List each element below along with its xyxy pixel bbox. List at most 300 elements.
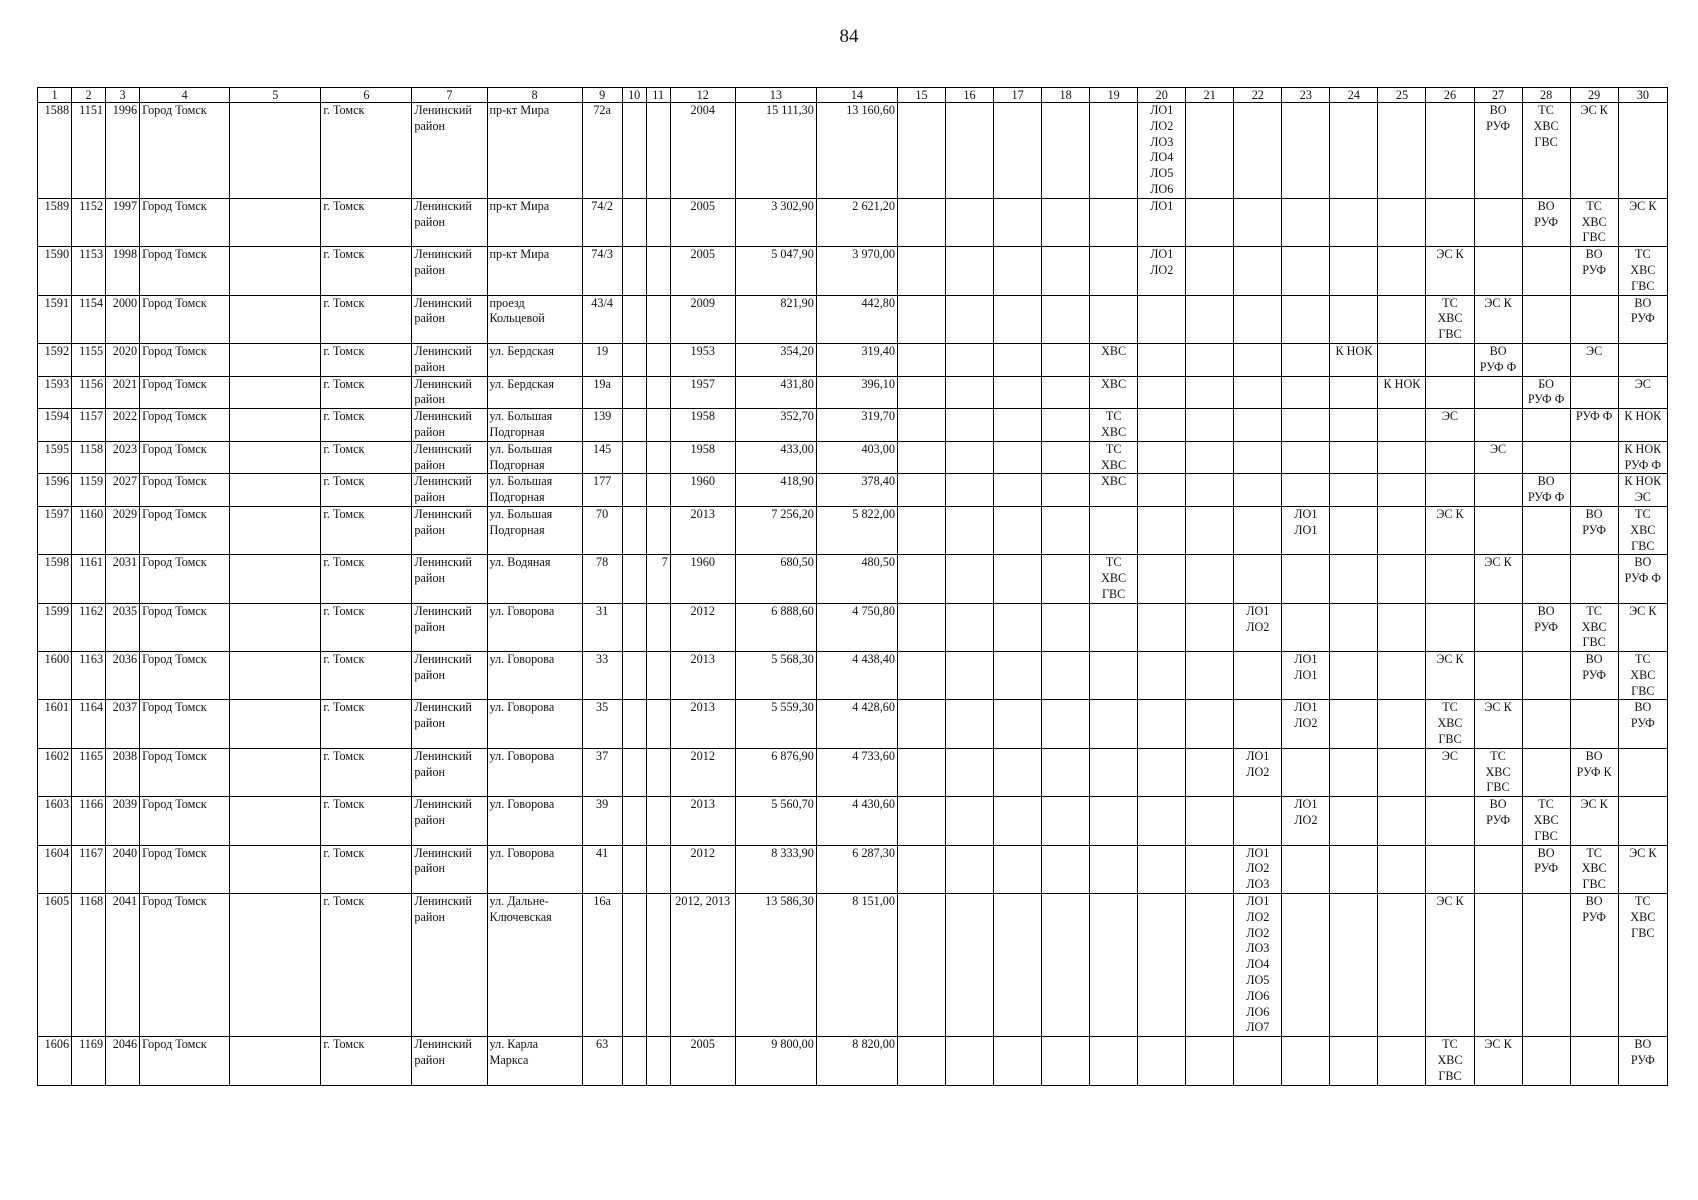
cell-col-7: Ленинский район xyxy=(412,894,487,1037)
cell-col-20 xyxy=(1138,376,1186,409)
cell-col-24 xyxy=(1330,506,1378,554)
table-row xyxy=(38,343,1668,376)
cell-col-21 xyxy=(1186,343,1234,376)
cell-col-11 xyxy=(646,894,670,1037)
cell-col-16 xyxy=(946,1037,994,1085)
column-header-10: 10 xyxy=(622,88,646,103)
cell-col-15 xyxy=(897,652,945,700)
cell-col-15 xyxy=(897,894,945,1037)
table-row xyxy=(38,797,1668,845)
column-header-15: 15 xyxy=(897,88,945,103)
cell-col-20 xyxy=(1138,343,1186,376)
cell-col-5 xyxy=(230,652,321,700)
cell-col-11 xyxy=(646,603,670,651)
cell-col-15 xyxy=(897,198,945,246)
cell-col-22 xyxy=(1234,103,1282,199)
cell-col-26 xyxy=(1426,845,1474,893)
cell-col-30: К НОК ЭС xyxy=(1618,474,1667,507)
cell-col-1: 1599 xyxy=(38,603,72,651)
cell-col-10 xyxy=(622,797,646,845)
cell-col-24 xyxy=(1330,700,1378,748)
cell-col-19 xyxy=(1090,652,1138,700)
cell-col-18 xyxy=(1042,797,1090,845)
table-row xyxy=(38,603,1668,651)
cell-col-3: 2038 xyxy=(106,748,140,796)
cell-col-21 xyxy=(1186,748,1234,796)
cell-col-18 xyxy=(1042,103,1090,199)
cell-col-26 xyxy=(1426,555,1474,603)
cell-col-1: 1593 xyxy=(38,376,72,409)
cell-col-16 xyxy=(946,441,994,474)
cell-col-18 xyxy=(1042,845,1090,893)
cell-col-12: 1953 xyxy=(670,343,735,376)
cell-col-20 xyxy=(1138,652,1186,700)
cell-col-7: Ленинский район xyxy=(412,198,487,246)
cell-col-15 xyxy=(897,797,945,845)
cell-col-3: 2022 xyxy=(106,409,140,442)
cell-col-25 xyxy=(1378,409,1426,442)
cell-col-12: 1958 xyxy=(670,409,735,442)
cell-col-25 xyxy=(1378,652,1426,700)
cell-col-21 xyxy=(1186,247,1234,295)
cell-col-19: ХВС xyxy=(1090,376,1138,409)
cell-col-10 xyxy=(622,894,646,1037)
cell-col-23 xyxy=(1282,295,1330,343)
cell-col-15 xyxy=(897,409,945,442)
cell-col-13: 431,80 xyxy=(735,376,816,409)
cell-col-26: ТС ХВС ГВС xyxy=(1426,700,1474,748)
cell-col-28: ВО РУФ xyxy=(1522,845,1570,893)
cell-col-12: 2005 xyxy=(670,1037,735,1085)
cell-col-18 xyxy=(1042,247,1090,295)
cell-col-5 xyxy=(230,1037,321,1085)
registry-table xyxy=(37,87,1668,1086)
cell-col-27: ЭС К xyxy=(1474,295,1522,343)
cell-col-11 xyxy=(646,441,670,474)
cell-col-7: Ленинский район xyxy=(412,845,487,893)
cell-col-19 xyxy=(1090,1037,1138,1085)
cell-col-1: 1597 xyxy=(38,506,72,554)
cell-col-15 xyxy=(897,295,945,343)
cell-col-14: 480,50 xyxy=(816,555,897,603)
cell-col-23: ЛО1 ЛО2 xyxy=(1282,700,1330,748)
cell-col-17 xyxy=(994,376,1042,409)
cell-col-6: г. Томск xyxy=(321,555,412,603)
cell-col-18 xyxy=(1042,555,1090,603)
cell-col-2: 1162 xyxy=(72,603,106,651)
cell-col-30: К НОК РУФ Ф xyxy=(1618,441,1667,474)
table-row xyxy=(38,652,1668,700)
cell-col-1: 1606 xyxy=(38,1037,72,1085)
cell-col-7: Ленинский район xyxy=(412,555,487,603)
column-header-9: 9 xyxy=(582,88,622,103)
cell-col-5 xyxy=(230,343,321,376)
cell-col-29: ВО РУФ К xyxy=(1570,748,1618,796)
cell-col-6: г. Томск xyxy=(321,1037,412,1085)
cell-col-11 xyxy=(646,198,670,246)
cell-col-10 xyxy=(622,555,646,603)
cell-col-10 xyxy=(622,343,646,376)
cell-col-29: РУФ Ф xyxy=(1570,409,1618,442)
cell-col-12: 1958 xyxy=(670,441,735,474)
cell-col-12: 2004 xyxy=(670,103,735,199)
cell-col-7: Ленинский район xyxy=(412,700,487,748)
cell-col-20 xyxy=(1138,555,1186,603)
cell-col-15 xyxy=(897,845,945,893)
cell-col-28: ВО РУФ xyxy=(1522,603,1570,651)
cell-col-3: 2040 xyxy=(106,845,140,893)
cell-col-9: 177 xyxy=(582,474,622,507)
cell-col-21 xyxy=(1186,409,1234,442)
cell-col-2: 1158 xyxy=(72,441,106,474)
cell-col-25 xyxy=(1378,845,1426,893)
cell-col-18 xyxy=(1042,295,1090,343)
cell-col-20 xyxy=(1138,295,1186,343)
cell-col-9: 145 xyxy=(582,441,622,474)
cell-col-17 xyxy=(994,748,1042,796)
cell-col-22 xyxy=(1234,441,1282,474)
cell-col-28 xyxy=(1522,343,1570,376)
cell-col-11 xyxy=(646,748,670,796)
table-body xyxy=(38,103,1668,1086)
cell-col-20 xyxy=(1138,506,1186,554)
cell-col-22: ЛО1 ЛО2 ЛО3 xyxy=(1234,845,1282,893)
column-header-7: 7 xyxy=(412,88,487,103)
cell-col-28 xyxy=(1522,555,1570,603)
cell-col-16 xyxy=(946,343,994,376)
cell-col-30: ТС ХВС ГВС xyxy=(1618,247,1667,295)
cell-col-17 xyxy=(994,506,1042,554)
cell-col-12: 1960 xyxy=(670,474,735,507)
cell-col-17 xyxy=(994,845,1042,893)
cell-col-3: 2000 xyxy=(106,295,140,343)
cell-col-26 xyxy=(1426,343,1474,376)
cell-col-16 xyxy=(946,555,994,603)
cell-col-2: 1160 xyxy=(72,506,106,554)
cell-col-14: 2 621,20 xyxy=(816,198,897,246)
table-row xyxy=(38,700,1668,748)
cell-col-8: ул. Говорова xyxy=(487,603,582,651)
cell-col-13: 680,50 xyxy=(735,555,816,603)
cell-col-12: 2012 xyxy=(670,845,735,893)
cell-col-25 xyxy=(1378,555,1426,603)
cell-col-28: ВО РУФ Ф xyxy=(1522,474,1570,507)
cell-col-11 xyxy=(646,103,670,199)
table-row xyxy=(38,295,1668,343)
table-row xyxy=(38,247,1668,295)
cell-col-9: 43/4 xyxy=(582,295,622,343)
cell-col-5 xyxy=(230,845,321,893)
cell-col-15 xyxy=(897,555,945,603)
cell-col-9: 74/2 xyxy=(582,198,622,246)
cell-col-16 xyxy=(946,797,994,845)
cell-col-14: 396,10 xyxy=(816,376,897,409)
cell-col-13: 5 568,30 xyxy=(735,652,816,700)
cell-col-29 xyxy=(1570,555,1618,603)
cell-col-4: Город Томск xyxy=(140,555,230,603)
cell-col-16 xyxy=(946,700,994,748)
cell-col-6: г. Томск xyxy=(321,376,412,409)
cell-col-12: 2009 xyxy=(670,295,735,343)
cell-col-12: 2013 xyxy=(670,700,735,748)
cell-col-27 xyxy=(1474,603,1522,651)
cell-col-17 xyxy=(994,198,1042,246)
cell-col-15 xyxy=(897,474,945,507)
cell-col-22 xyxy=(1234,247,1282,295)
cell-col-3: 2020 xyxy=(106,343,140,376)
cell-col-9: 41 xyxy=(582,845,622,893)
cell-col-30 xyxy=(1618,797,1667,845)
cell-col-24 xyxy=(1330,1037,1378,1085)
cell-col-10 xyxy=(622,295,646,343)
cell-col-17 xyxy=(994,555,1042,603)
column-header-16: 16 xyxy=(946,88,994,103)
cell-col-3: 2021 xyxy=(106,376,140,409)
cell-col-21 xyxy=(1186,555,1234,603)
cell-col-22: ЛО1 ЛО2 xyxy=(1234,603,1282,651)
cell-col-6: г. Томск xyxy=(321,603,412,651)
column-header-2: 2 xyxy=(72,88,106,103)
cell-col-29 xyxy=(1570,1037,1618,1085)
cell-col-24 xyxy=(1330,845,1378,893)
cell-col-3: 2041 xyxy=(106,894,140,1037)
cell-col-1: 1594 xyxy=(38,409,72,442)
cell-col-11 xyxy=(646,376,670,409)
cell-col-17 xyxy=(994,894,1042,1037)
cell-col-4: Город Томск xyxy=(140,409,230,442)
cell-col-20: ЛО1 ЛО2 xyxy=(1138,247,1186,295)
column-header-25: 25 xyxy=(1378,88,1426,103)
cell-col-18 xyxy=(1042,198,1090,246)
cell-col-17 xyxy=(994,1037,1042,1085)
cell-col-23 xyxy=(1282,845,1330,893)
cell-col-20: ЛО1 xyxy=(1138,198,1186,246)
column-header-12: 12 xyxy=(670,88,735,103)
cell-col-28 xyxy=(1522,506,1570,554)
cell-col-27: ВО РУФ xyxy=(1474,103,1522,199)
cell-col-24 xyxy=(1330,376,1378,409)
cell-col-26: ЭС К xyxy=(1426,894,1474,1037)
cell-col-30: ВО РУФ xyxy=(1618,700,1667,748)
cell-col-11 xyxy=(646,247,670,295)
cell-col-8: пр-кт Мира xyxy=(487,103,582,199)
cell-col-18 xyxy=(1042,1037,1090,1085)
cell-col-8: ул. Большая Подгорная xyxy=(487,506,582,554)
cell-col-17 xyxy=(994,603,1042,651)
cell-col-26 xyxy=(1426,797,1474,845)
cell-col-13: 8 333,90 xyxy=(735,845,816,893)
cell-col-21 xyxy=(1186,894,1234,1037)
cell-col-21 xyxy=(1186,376,1234,409)
cell-col-23 xyxy=(1282,343,1330,376)
cell-col-15 xyxy=(897,603,945,651)
cell-col-13: 352,70 xyxy=(735,409,816,442)
cell-col-23 xyxy=(1282,409,1330,442)
cell-col-16 xyxy=(946,295,994,343)
cell-col-29: ЭС К xyxy=(1570,797,1618,845)
cell-col-3: 1997 xyxy=(106,198,140,246)
cell-col-15 xyxy=(897,700,945,748)
table-row xyxy=(38,376,1668,409)
cell-col-19 xyxy=(1090,247,1138,295)
cell-col-25 xyxy=(1378,603,1426,651)
cell-col-29: ТС ХВС ГВС xyxy=(1570,845,1618,893)
column-header-18: 18 xyxy=(1042,88,1090,103)
cell-col-28 xyxy=(1522,441,1570,474)
cell-col-28: БО РУФ Ф xyxy=(1522,376,1570,409)
cell-col-12: 2005 xyxy=(670,198,735,246)
cell-col-16 xyxy=(946,845,994,893)
cell-col-8: ул. Дальне- Ключевская xyxy=(487,894,582,1037)
table-row xyxy=(38,845,1668,893)
cell-col-24 xyxy=(1330,409,1378,442)
cell-col-6: г. Томск xyxy=(321,409,412,442)
cell-col-18 xyxy=(1042,652,1090,700)
cell-col-2: 1161 xyxy=(72,555,106,603)
cell-col-13: 9 800,00 xyxy=(735,1037,816,1085)
cell-col-14: 442,80 xyxy=(816,295,897,343)
cell-col-30: ТС ХВС ГВС xyxy=(1618,506,1667,554)
cell-col-30 xyxy=(1618,343,1667,376)
cell-col-26 xyxy=(1426,198,1474,246)
cell-col-26 xyxy=(1426,603,1474,651)
cell-col-25 xyxy=(1378,441,1426,474)
cell-col-8: ул. Говорова xyxy=(487,797,582,845)
cell-col-26: ЭС К xyxy=(1426,652,1474,700)
cell-col-22 xyxy=(1234,198,1282,246)
cell-col-27: ТС ХВС ГВС xyxy=(1474,748,1522,796)
cell-col-30 xyxy=(1618,103,1667,199)
cell-col-21 xyxy=(1186,198,1234,246)
cell-col-23 xyxy=(1282,247,1330,295)
cell-col-9: 78 xyxy=(582,555,622,603)
cell-col-8: ул. Большая Подгорная xyxy=(487,409,582,442)
cell-col-27 xyxy=(1474,845,1522,893)
cell-col-10 xyxy=(622,1037,646,1085)
cell-col-12: 2012, 2013 xyxy=(670,894,735,1037)
cell-col-28 xyxy=(1522,652,1570,700)
cell-col-4: Город Томск xyxy=(140,1037,230,1085)
cell-col-11 xyxy=(646,343,670,376)
cell-col-16 xyxy=(946,894,994,1037)
cell-col-10 xyxy=(622,506,646,554)
cell-col-14: 8 151,00 xyxy=(816,894,897,1037)
cell-col-10 xyxy=(622,603,646,651)
cell-col-20 xyxy=(1138,748,1186,796)
cell-col-16 xyxy=(946,748,994,796)
cell-col-24 xyxy=(1330,555,1378,603)
cell-col-1: 1601 xyxy=(38,700,72,748)
cell-col-3: 1998 xyxy=(106,247,140,295)
cell-col-14: 4 750,80 xyxy=(816,603,897,651)
cell-col-5 xyxy=(230,376,321,409)
cell-col-2: 1165 xyxy=(72,748,106,796)
cell-col-16 xyxy=(946,474,994,507)
header-row xyxy=(38,88,1668,103)
column-header-14: 14 xyxy=(816,88,897,103)
cell-col-20 xyxy=(1138,1037,1186,1085)
cell-col-21 xyxy=(1186,845,1234,893)
cell-col-25 xyxy=(1378,103,1426,199)
cell-col-8: ул. Большая Подгорная xyxy=(487,441,582,474)
cell-col-27 xyxy=(1474,474,1522,507)
cell-col-21 xyxy=(1186,797,1234,845)
cell-col-19 xyxy=(1090,103,1138,199)
cell-col-30: ЭС К xyxy=(1618,603,1667,651)
cell-col-17 xyxy=(994,797,1042,845)
cell-col-10 xyxy=(622,652,646,700)
table-row xyxy=(38,198,1668,246)
cell-col-27 xyxy=(1474,247,1522,295)
cell-col-19: ТС ХВС xyxy=(1090,409,1138,442)
cell-col-3: 2037 xyxy=(106,700,140,748)
cell-col-23 xyxy=(1282,555,1330,603)
cell-col-4: Город Томск xyxy=(140,845,230,893)
cell-col-2: 1166 xyxy=(72,797,106,845)
cell-col-16 xyxy=(946,652,994,700)
cell-col-11 xyxy=(646,1037,670,1085)
cell-col-21 xyxy=(1186,441,1234,474)
cell-col-1: 1592 xyxy=(38,343,72,376)
cell-col-3: 1996 xyxy=(106,103,140,199)
cell-col-17 xyxy=(994,409,1042,442)
cell-col-7: Ленинский район xyxy=(412,603,487,651)
cell-col-25 xyxy=(1378,506,1426,554)
cell-col-1: 1591 xyxy=(38,295,72,343)
cell-col-30 xyxy=(1618,748,1667,796)
cell-col-6: г. Томск xyxy=(321,247,412,295)
cell-col-3: 2035 xyxy=(106,603,140,651)
cell-col-11 xyxy=(646,474,670,507)
cell-col-14: 319,70 xyxy=(816,409,897,442)
cell-col-28 xyxy=(1522,894,1570,1037)
cell-col-29: ВО РУФ xyxy=(1570,506,1618,554)
cell-col-1: 1595 xyxy=(38,441,72,474)
cell-col-29: ЭС К xyxy=(1570,103,1618,199)
cell-col-14: 13 160,60 xyxy=(816,103,897,199)
cell-col-15 xyxy=(897,506,945,554)
column-header-4: 4 xyxy=(140,88,230,103)
cell-col-3: 2036 xyxy=(106,652,140,700)
cell-col-16 xyxy=(946,506,994,554)
cell-col-8: ул. Говорова xyxy=(487,652,582,700)
cell-col-10 xyxy=(622,198,646,246)
table-row xyxy=(38,441,1668,474)
cell-col-27 xyxy=(1474,198,1522,246)
cell-col-17 xyxy=(994,652,1042,700)
cell-col-13: 7 256,20 xyxy=(735,506,816,554)
cell-col-22 xyxy=(1234,474,1282,507)
cell-col-6: г. Томск xyxy=(321,474,412,507)
cell-col-5 xyxy=(230,247,321,295)
cell-col-12: 2013 xyxy=(670,506,735,554)
column-header-23: 23 xyxy=(1282,88,1330,103)
cell-col-13: 418,90 xyxy=(735,474,816,507)
cell-col-13: 5 559,30 xyxy=(735,700,816,748)
cell-col-9: 33 xyxy=(582,652,622,700)
cell-col-23 xyxy=(1282,894,1330,1037)
cell-col-13: 354,20 xyxy=(735,343,816,376)
cell-col-12: 2013 xyxy=(670,652,735,700)
cell-col-22 xyxy=(1234,1037,1282,1085)
cell-col-24 xyxy=(1330,603,1378,651)
cell-col-23: ЛО1 ЛО1 xyxy=(1282,506,1330,554)
cell-col-9: 139 xyxy=(582,409,622,442)
cell-col-24: К НОК xyxy=(1330,343,1378,376)
column-header-27: 27 xyxy=(1474,88,1522,103)
cell-col-26: ЭС К xyxy=(1426,247,1474,295)
cell-col-23 xyxy=(1282,603,1330,651)
